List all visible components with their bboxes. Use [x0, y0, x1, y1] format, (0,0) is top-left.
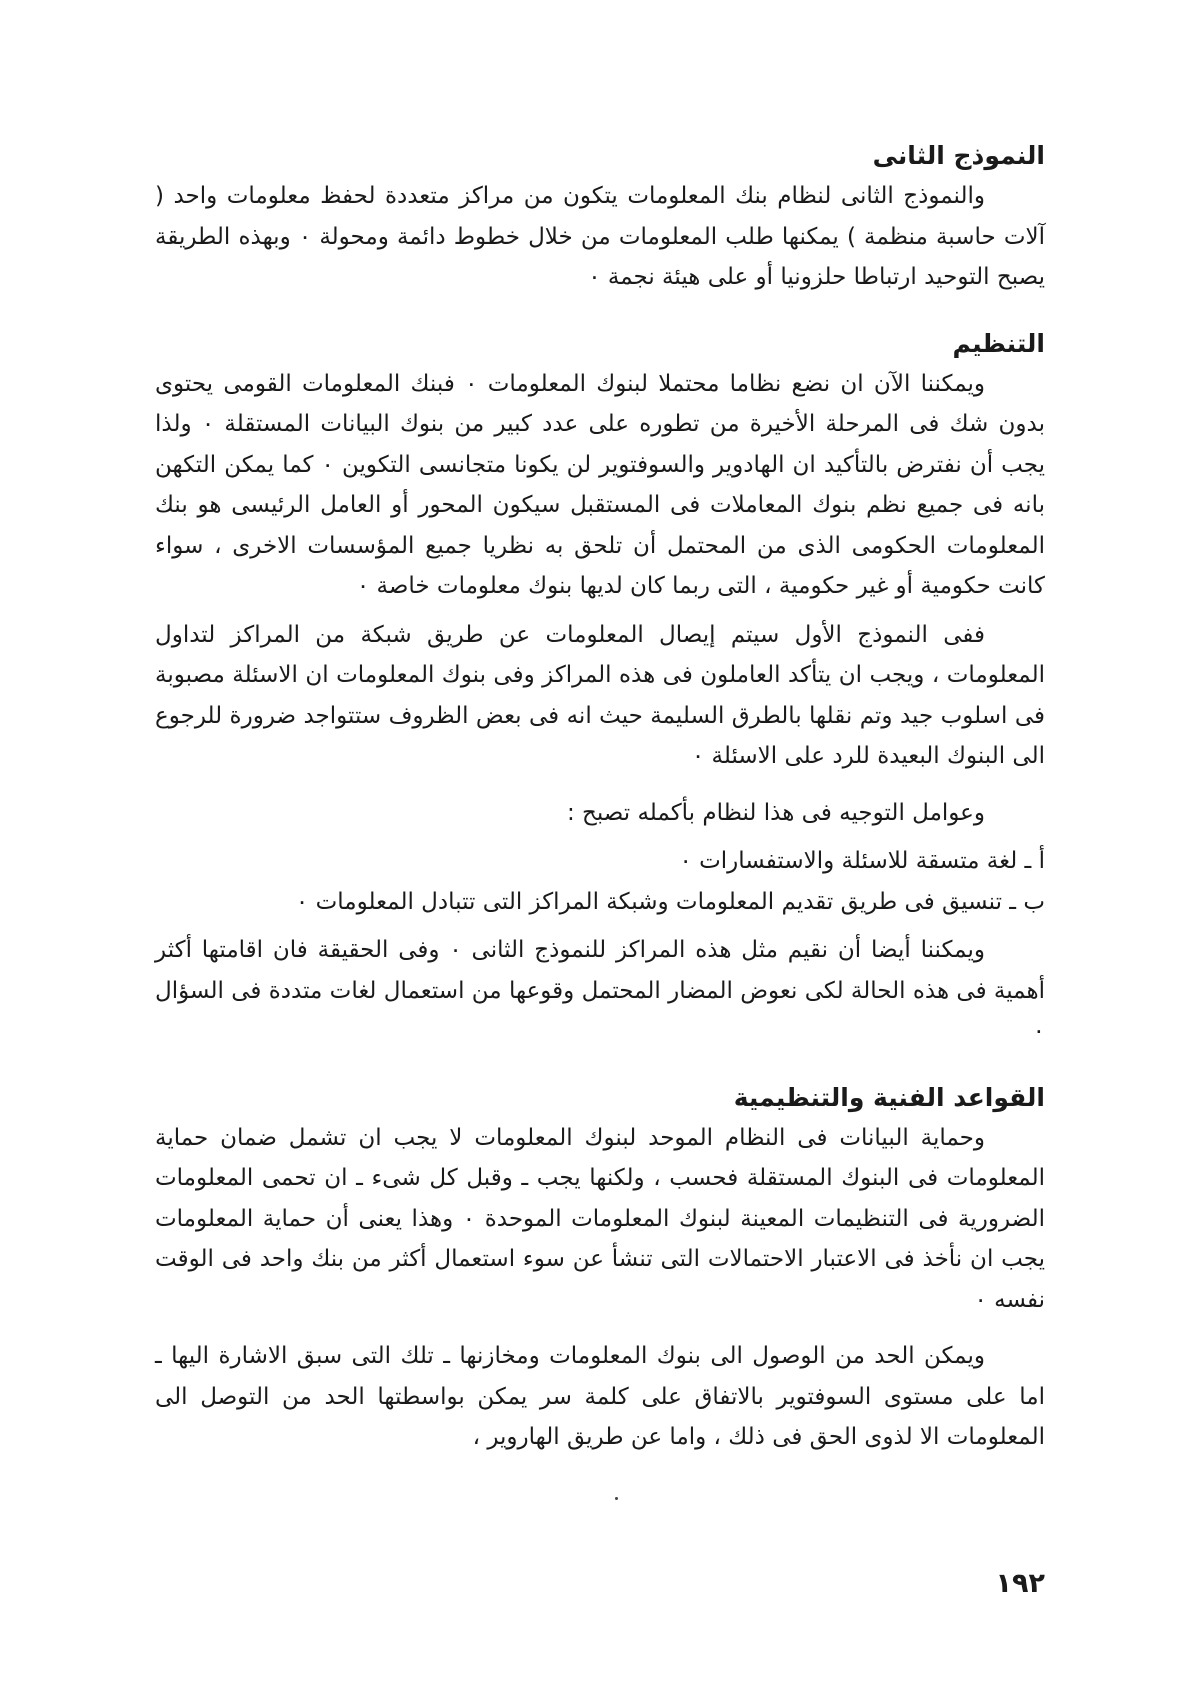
spacer [155, 298, 1045, 324]
print-speck [615, 1497, 618, 1500]
section-heading-organization: التنظيم [952, 328, 1045, 358]
paragraph: والنموذج الثانى لنظام بنك المعلومات يتكون من مراكز متعددة لحفظ معلومات واحد ( آلات حاسبة منظمة ) يمكنها طلب المعلومات من خلال خطوط دائمة ومحولة ٠ وبهذه الطريقة يصبح التوحيد ارتباطا حلزونيا أو على هيئة نجمة ٠ [155, 183, 1046, 290]
section-heading-second-model: النموذج الثانى [872, 141, 1045, 170]
paragraph: وعوامل التوجيه فى هذا لنظام بأكمله تصبح : [566, 799, 985, 826]
spacer [155, 922, 1045, 930]
spacer [155, 1320, 1045, 1336]
paragraph: وحماية البيانات فى النظام الموحد لبنوك المعلومات لا يجب ان تشمل ضمان حماية المعلومات فى البنوك المستقلة فحسب ، ولكنها يجب ـ وقبل كل شىء ـ ان تحمى المعلومات الضرورية فى التنظيمات المعينة لبنوك المعلومات الموحدة ٠ وهذا يعنى أن حماية المعلومات يجب ان نأخذ فى الاعتبار الاحتمالات التى تنشأ عن سوء استعمال أكثر من بنك واحد فى الوقت نفسه ٠ [155, 1124, 1046, 1313]
section-heading-technical-rules: القواعد الفنية والتنظيمية [733, 1082, 1045, 1112]
spacer [155, 833, 1045, 841]
list-item-a: أ ـ لغة متسقة للاسئلة والاستفسارات ٠ [679, 848, 1045, 874]
list-item-b: ب ـ تنسيق فى طريق تقديم المعلومات وشبكة المراكز التى تتبادل المعلومات ٠ [295, 888, 1045, 915]
spacer [155, 1052, 1045, 1078]
spacer [155, 777, 1045, 793]
paragraph: ففى النموذج الأول سيتم إيصال المعلومات عن طريق شبكة من المراكز لتداول المعلومات ، ويجب ان يتأكد العاملون فى هذه المراكز وفى بنوك المعلومات ان الاسئلة مصبوبة فى اسلوب جيد وتم نقلها بالطرق السليمة حيث انه فى بعض الظروف ستتواجد ضرورة للرجوع الى البنوك البعيدة للرد على الاسئلة ٠ [155, 621, 1045, 769]
paragraph: ويمكننا الآن ان نضع نظاما محتملا لبنوك المعلومات ٠ فبنك المعلومات القومى يحتوى بدون شك فى المرحلة الأخيرة من تطوره على عدد كبير من بنوك البيانات المستقلة ٠ ولذا يجب أن نفترض بالتأكيد ان الهادوير والسوفتوير لن يكونا متجانسى التكوين ٠ كما يمكن التكهن بانه فى جميع نظم بنوك المعاملات فى المستقبل سيكون المحور أو العامل الرئيسى هو بنك المعلومات الحكومى الذى من المحتمل أن تلحق به نظريا جميع المؤسسات الاخرى ، سواء كانت حكومية أو غير حكومية ، التى ربما كان لديها بنوك معلومات خاصة ٠ [155, 370, 1045, 599]
page-number: ١٩٢ [995, 1568, 1045, 1599]
spacer [155, 607, 1045, 615]
page-body [155, 136, 1045, 1458]
paragraph: ويمكننا أيضا أن نقيم مثل هذه المراكز للنموذج الثانى ٠ وفى الحقيقة فان اقامتها أكثر أهمية فى هذه الحالة لكى نعوض المضار المحتمل وقوعها من استعمال لغات متددة فى السؤال ٠ [155, 937, 1045, 1044]
paragraph: ويمكن الحد من الوصول الى بنوك المعلومات ومخازنها ـ تلك التى سبق الاشارة اليها ـ اما على مستوى السوفتوير بالاتفاق على كلمة سر يمكن بواسطتها الحد من التوصل الى المعلومات الا لذوى الحق فى ذلك ، واما عن طريق الهاروير ، [155, 1343, 1045, 1450]
